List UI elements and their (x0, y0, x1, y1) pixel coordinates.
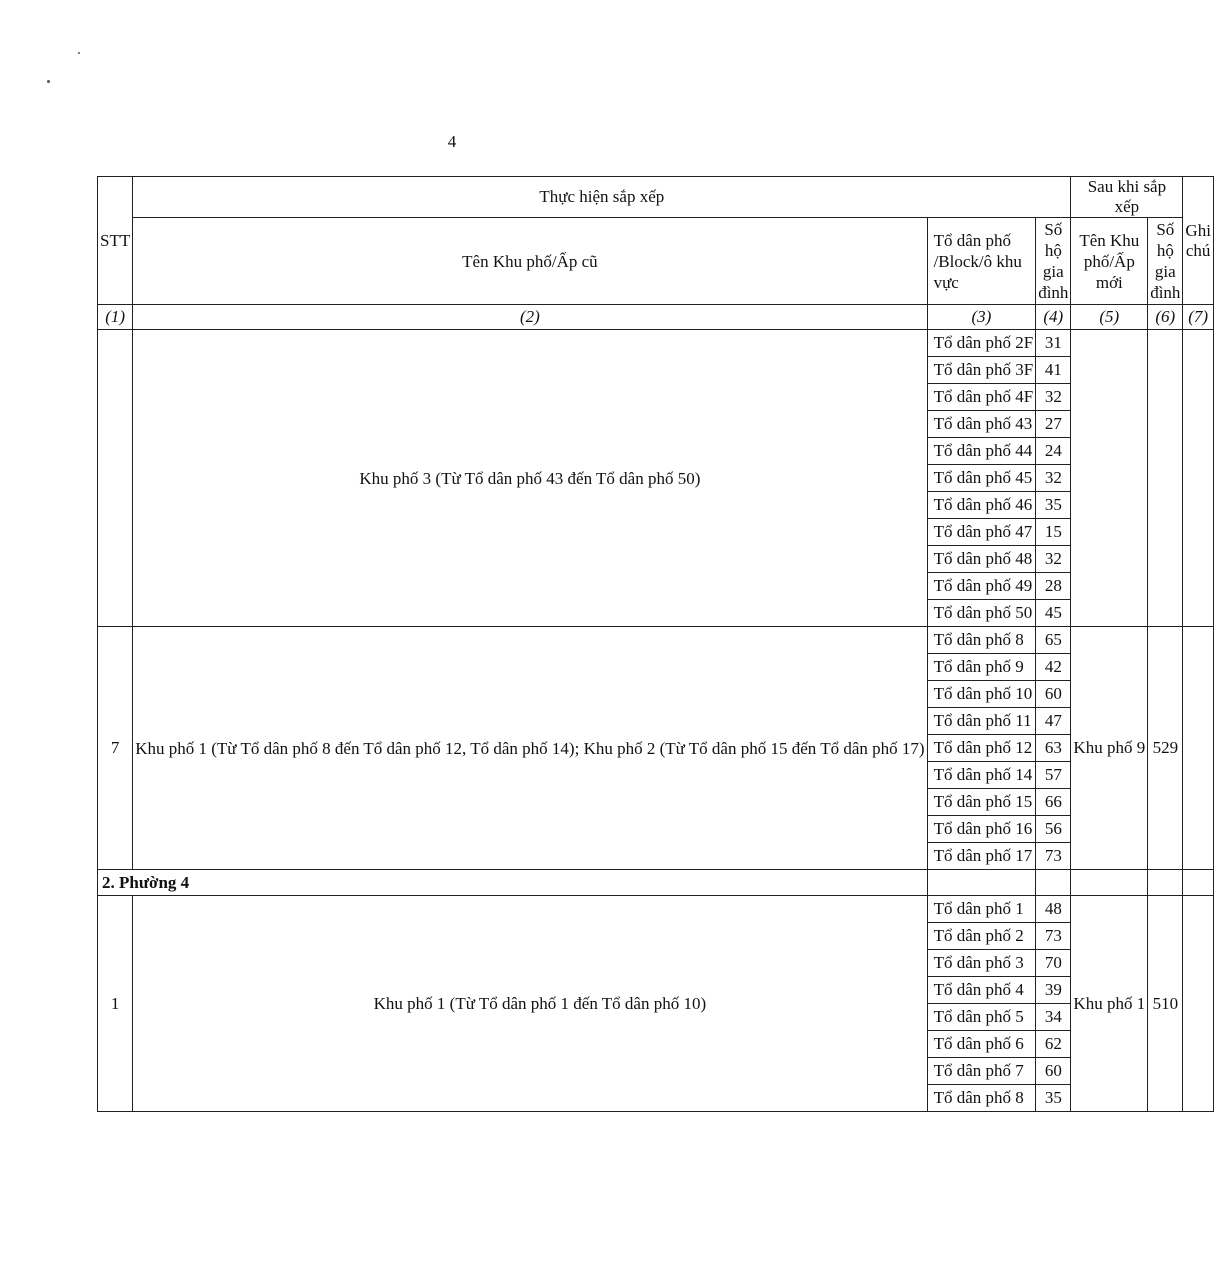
residential-group-name: Tổ dân phố 50 (927, 600, 1036, 627)
household-count: 60 (1036, 1058, 1071, 1085)
residential-group-name: Tổ dân phố 43 (927, 411, 1036, 438)
household-count: 63 (1036, 735, 1071, 762)
household-count: 62 (1036, 1031, 1071, 1058)
household-count: 48 (1036, 896, 1071, 923)
header-households-new: Số hộ gia đình (1148, 218, 1183, 305)
empty-cell (1183, 870, 1214, 896)
household-count: 47 (1036, 708, 1071, 735)
new-household-total: 510 (1148, 896, 1183, 1112)
household-count: 32 (1036, 465, 1071, 492)
new-area-name (1071, 330, 1148, 627)
column-index-row (98, 305, 1214, 330)
household-count: 73 (1036, 843, 1071, 870)
column-index: (1) (98, 305, 133, 330)
section-title: 2. Phường 4 (98, 870, 928, 896)
residential-group-name: Tổ dân phố 10 (927, 681, 1036, 708)
header-row-group (98, 177, 1214, 218)
empty-cell (1071, 870, 1148, 896)
residential-group-name: Tổ dân phố 1 (927, 896, 1036, 923)
residential-group-name: Tổ dân phố 4 (927, 977, 1036, 1004)
household-count: 65 (1036, 627, 1071, 654)
new-household-total: 529 (1148, 627, 1183, 870)
residential-group-name: Tổ dân phố 49 (927, 573, 1036, 600)
new-area-name: Khu phố 1 (1071, 896, 1148, 1112)
table-body (98, 330, 1214, 1112)
household-count: 57 (1036, 762, 1071, 789)
column-index: (4) (1036, 305, 1071, 330)
household-count: 35 (1036, 1085, 1071, 1112)
residential-group-name: Tổ dân phố 15 (927, 789, 1036, 816)
household-count: 15 (1036, 519, 1071, 546)
household-count: 42 (1036, 654, 1071, 681)
note-cell (1183, 330, 1214, 627)
section-row (98, 870, 1214, 896)
header-group-before: Thực hiện sắp xếp (133, 177, 1071, 218)
household-count: 41 (1036, 357, 1071, 384)
note-cell (1183, 627, 1214, 870)
residential-group-name: Tổ dân phố 7 (927, 1058, 1036, 1085)
residential-group-name: Tổ dân phố 2F (927, 330, 1036, 357)
header-households-old: Số hộ gia đình (1036, 218, 1071, 305)
empty-cell (927, 870, 1036, 896)
household-count: 66 (1036, 789, 1071, 816)
residential-group-name: Tổ dân phố 4F (927, 384, 1036, 411)
household-count: 32 (1036, 384, 1071, 411)
residential-group-name: Tổ dân phố 46 (927, 492, 1036, 519)
header-group-after: Sau khi sắp xếp (1071, 177, 1183, 218)
table-row (98, 330, 1214, 357)
residential-group-name: Tổ dân phố 12 (927, 735, 1036, 762)
column-index: (2) (133, 305, 927, 330)
old-area-name: Khu phố 1 (Từ Tổ dân phố 1 đến Tổ dân phố 10) (133, 896, 927, 1112)
household-count: 60 (1036, 681, 1071, 708)
residential-group-name: Tổ dân phố 5 (927, 1004, 1036, 1031)
header-row-columns (98, 218, 1214, 305)
residential-group-name: Tổ dân phố 8 (927, 1085, 1036, 1112)
header-residential-group: Tổ dân phố /Block/ô khu vực (927, 218, 1036, 305)
household-count: 45 (1036, 600, 1071, 627)
new-household-total (1148, 330, 1183, 627)
household-table (97, 176, 1214, 1112)
residential-group-name: Tổ dân phố 3F (927, 357, 1036, 384)
household-count: 34 (1036, 1004, 1071, 1031)
table-row (98, 896, 1214, 923)
stt-cell: 1 (98, 896, 133, 1112)
header-note: Ghi chú (1183, 177, 1214, 305)
scan-speck (78, 52, 80, 54)
residential-group-name: Tổ dân phố 44 (927, 438, 1036, 465)
household-count: 35 (1036, 492, 1071, 519)
page-number: 4 (447, 132, 457, 151)
header-old-name: Tên Khu phố/Ấp cũ (133, 218, 927, 305)
residential-group-name: Tổ dân phố 45 (927, 465, 1036, 492)
residential-group-name: Tổ dân phố 6 (927, 1031, 1036, 1058)
old-area-name: Khu phố 3 (Từ Tổ dân phố 43 đến Tổ dân phố 50) (133, 330, 927, 627)
household-count: 39 (1036, 977, 1071, 1004)
household-count: 31 (1036, 330, 1071, 357)
residential-group-name: Tổ dân phố 17 (927, 843, 1036, 870)
scan-speck (47, 80, 50, 83)
household-count: 27 (1036, 411, 1071, 438)
new-area-name: Khu phố 9 (1071, 627, 1148, 870)
old-area-name: Khu phố 1 (Từ Tổ dân phố 8 đến Tổ dân phố 12, Tổ dân phố 14); Khu phố 2 (Từ Tổ dân phố 15 đến Tổ dân phố 17) (133, 627, 927, 870)
residential-group-name: Tổ dân phố 16 (927, 816, 1036, 843)
household-count: 24 (1036, 438, 1071, 465)
residential-group-name: Tổ dân phố 8 (927, 627, 1036, 654)
note-cell (1183, 896, 1214, 1112)
stt-cell: 7 (98, 627, 133, 870)
household-count: 70 (1036, 950, 1071, 977)
household-count: 32 (1036, 546, 1071, 573)
household-count: 73 (1036, 923, 1071, 950)
column-index: (3) (927, 305, 1036, 330)
residential-group-name: Tổ dân phố 47 (927, 519, 1036, 546)
residential-group-name: Tổ dân phố 11 (927, 708, 1036, 735)
household-count: 28 (1036, 573, 1071, 600)
empty-cell (1148, 870, 1183, 896)
residential-group-name: Tổ dân phố 14 (927, 762, 1036, 789)
empty-cell (1036, 870, 1071, 896)
residential-group-name: Tổ dân phố 2 (927, 923, 1036, 950)
household-count: 56 (1036, 816, 1071, 843)
header-stt: STT (98, 177, 133, 305)
table-row (98, 627, 1214, 654)
residential-group-name: Tổ dân phố 48 (927, 546, 1036, 573)
stt-cell (98, 330, 133, 627)
column-index: (5) (1071, 305, 1148, 330)
header-new-name: Tên Khu phố/Ấp mới (1071, 218, 1148, 305)
residential-group-name: Tổ dân phố 3 (927, 950, 1036, 977)
column-index: (7) (1183, 305, 1214, 330)
column-index: (6) (1148, 305, 1183, 330)
residential-group-name: Tổ dân phố 9 (927, 654, 1036, 681)
